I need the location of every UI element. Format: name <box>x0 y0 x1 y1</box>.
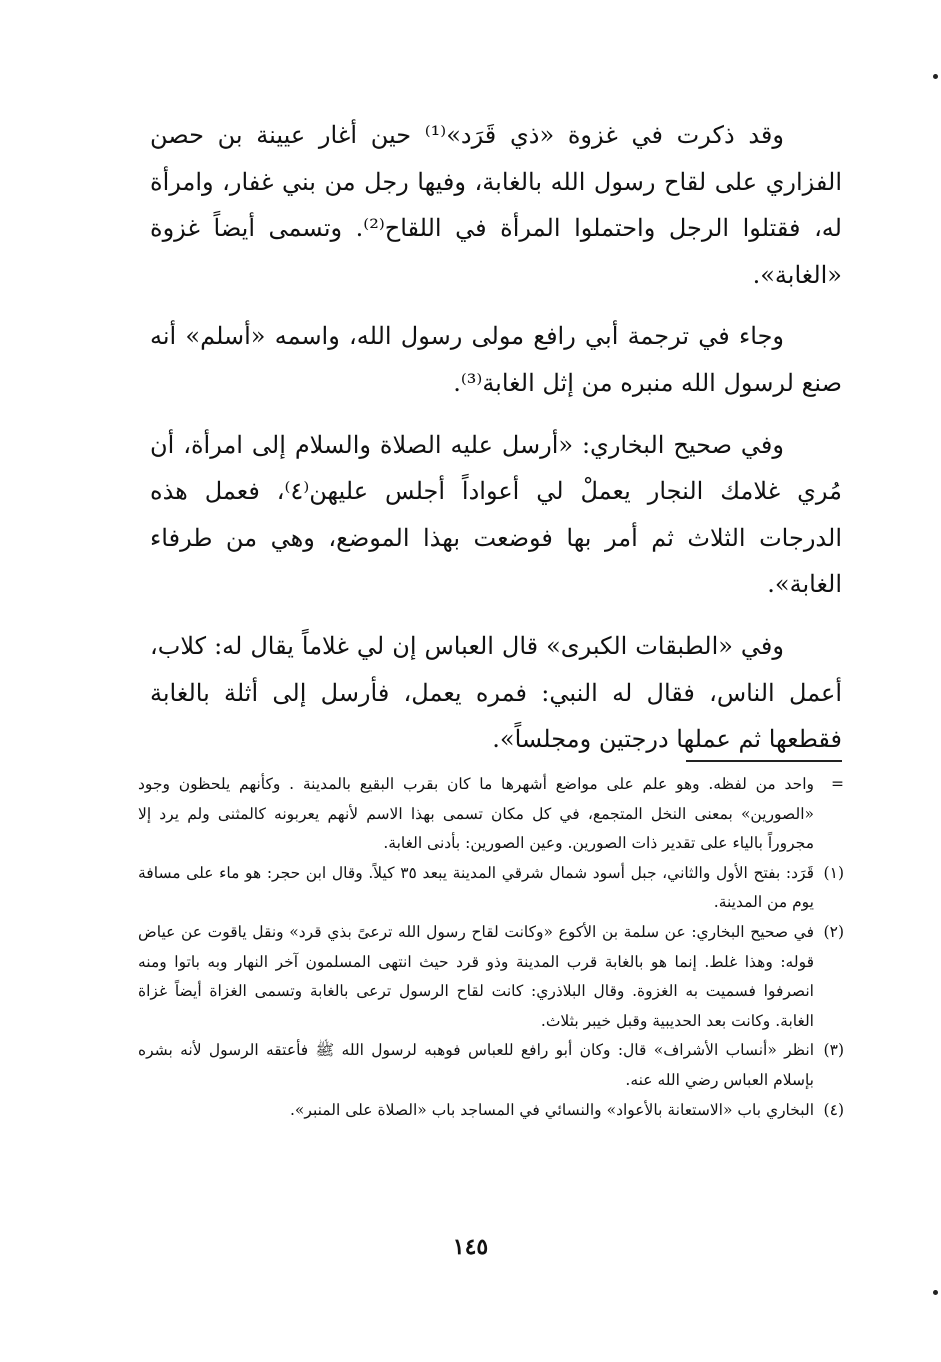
footnote-3 <box>138 1036 844 1095</box>
footnote-mark: (٢) <box>823 922 844 941</box>
footnote-mark: (٤) <box>823 1100 844 1119</box>
paragraph-tabaqat: وفي «الطبقات الكبرى» قال العباس إن لي غلاماً يقال له: كلاب، أعمل الناس، فقال له النبي: فمره يعمل، فأرسل إلى أثلة بالغابة فقطعها ثم عملها درجتين ومجلساً». <box>150 631 842 754</box>
page-number: ١٤٥ <box>452 1234 489 1260</box>
footnotes <box>138 770 844 1125</box>
main-text <box>150 112 842 778</box>
footnote-text: واحد من لفظه. وهو علم على مواضع أشهرها ما كان بقرب البقيع بالمدينة . وكأنهم يلحظون وجود «الصورين» بمعنى النخل المتجمع، في كل مكان تسمى بهذا الاسم لأنهم يعربونه كالمثنى ولم يرد إلا مجروراً بالياء على تقدير ذات الصورين. وعين الصورين: بأدنى الغابة. <box>138 775 814 853</box>
footnote-1 <box>138 859 844 918</box>
footnote-mark: = <box>831 775 844 793</box>
footnote-2 <box>138 918 844 1036</box>
footnote-text: قَرَد: بفتح الأول والثاني، جبل أسود شمال شرقي المدينة يبعد ٣٥ كيلاً. وقال ابن حجر: هو ماء على مسافة يوم من المدينة. <box>138 863 814 912</box>
footnote-text: البخاري باب «الاستعانة بالأعواد» والنسائي في المساجد باب «الصلاة على المنبر». <box>289 1100 814 1119</box>
footnote-text: انظر «أنساب الأشراف» قال: وكان أبو رافع للعباس فوهبه لرسول الله ﷺ فأعتقه الرسول لأنه بشره بإسلام العباس رضي الله عنه. <box>138 1041 814 1089</box>
footnote-continued <box>138 770 844 859</box>
page-edge-mark <box>933 74 938 79</box>
footnote-mark: (٣) <box>823 1041 844 1060</box>
footnote-4 <box>138 1096 844 1126</box>
paragraph-sahih-bukhari: وفي صحيح البخاري: «أرسل عليه الصلاة والسلام إلى امرأة، أن مُري غلامك النجار يعملْ لي أعواداً أجلس عليهن⁽٤⁾، فعمل هذه الدرجات الثلاث ثم أمر بها فوضعت بهذا الموضع، وهي من طرفاء الغابة». <box>150 430 843 599</box>
paragraph-abu-rafi: وجاء في ترجمة أبي رافع مولى رسول الله، واسمه «أسلم» أنه صنع لرسول الله منبره من إثل الغابة⁽³⁾. <box>150 322 842 397</box>
page-edge-mark <box>933 1290 938 1295</box>
footnote-text: في صحيح البخاري: عن سلمة بن الأكوع «وكانت لقاح رسول الله ترعىً بذي قرد» ونقل ياقوت عن عياض قوله: وهذا غلط. إنما هو بالغابة قرب المدينة وذو قرد حيث انتهى المسلمون آخر النهار وبه باتوا ومنه انصرفوا فسميت به الغزوة. وقال البلاذري: كانت لقاح الرسول ترعى بالغابة وتسمى الغزاة أيضاً غزاة الغابة. وكانت بعد الحديبية وقبل خيبر بثلاث. <box>138 922 814 1030</box>
footnote-separator <box>686 760 842 762</box>
paragraph-ghazwa-dhi-qarad: وقد ذكرت في غزوة «ذي قَرَد»⁽¹⁾ حين أغار عيينة بن حصن الفزاري على لقاح رسول الله بالغابة، وفيها رجل من بني غفار، وامرأة له، فقتلوا الرجل واحتملوا المرأة في اللقاح⁽²⁾. وتسمى أيضاً غزوة «الغابة». <box>150 121 843 289</box>
footnote-mark: (١) <box>823 863 844 882</box>
